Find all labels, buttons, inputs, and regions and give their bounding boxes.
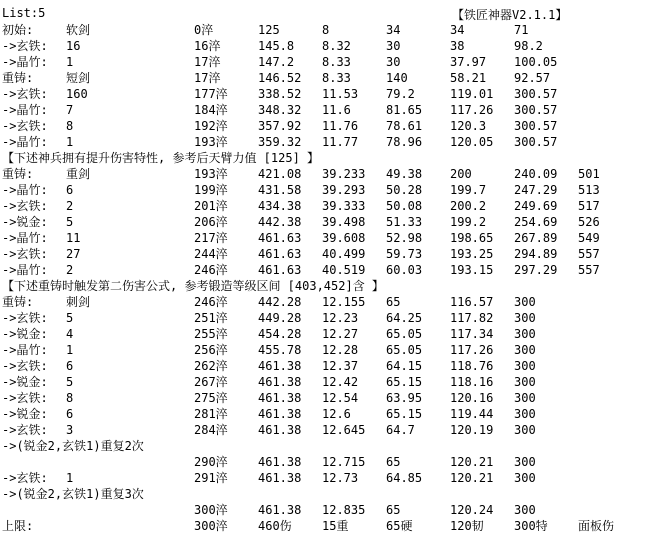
- row-cell: 11.53: [322, 87, 359, 101]
- row-cell: 338.52: [258, 87, 302, 101]
- row-cell: 247.29: [514, 183, 558, 197]
- row-cell: 65硬: [386, 519, 413, 533]
- row-cell: 146.52: [258, 71, 302, 85]
- row-cell: 1: [66, 471, 74, 485]
- row-cell: 8: [66, 391, 74, 405]
- row-cell: 240.09: [514, 167, 558, 181]
- row-cell: 461.38: [258, 423, 302, 437]
- row-cell: 1: [66, 55, 74, 69]
- row-cell: 30: [386, 55, 401, 69]
- row-cell: 65.05: [386, 343, 423, 357]
- row-cell: 300: [514, 295, 536, 309]
- row-cell: 184淬: [194, 103, 228, 117]
- row-cell: 442.38: [258, 215, 302, 229]
- row-cell: 300.57: [514, 87, 558, 101]
- row-cell: 193淬: [194, 135, 228, 149]
- row-cell: ->玄铁:: [2, 247, 48, 261]
- row-cell: 461.38: [258, 391, 302, 405]
- row-cell: ->锐金:: [2, 327, 48, 341]
- row-cell: 246淬: [194, 263, 228, 277]
- row-cell: 300: [514, 311, 536, 325]
- row-cell: 460伤: [258, 519, 292, 533]
- row-cell: 117.34: [450, 327, 494, 341]
- row-cell: 120.24: [450, 503, 494, 517]
- row-cell: 12.6: [322, 407, 351, 421]
- row-cell: 12.155: [322, 295, 366, 309]
- row-cell: 11: [66, 231, 81, 245]
- row-cell: 300: [514, 359, 536, 373]
- row-cell: ->晶竹:: [2, 135, 48, 149]
- row-cell: 300: [514, 503, 536, 517]
- row-cell: 206淬: [194, 215, 228, 229]
- row-cell: 549: [578, 231, 600, 245]
- row-cell: ->锐金:: [2, 375, 48, 389]
- row-cell: 40.499: [322, 247, 366, 261]
- row-cell: 64.85: [386, 471, 423, 485]
- row-cell: 160: [66, 87, 88, 101]
- row-cell: 455.78: [258, 343, 302, 357]
- row-cell: 50.28: [386, 183, 423, 197]
- row-cell: 199.7: [450, 183, 487, 197]
- row-cell: 面板伤: [578, 519, 615, 533]
- row-cell: 49.38: [386, 167, 423, 181]
- row-cell: 12.645: [322, 423, 366, 437]
- row-cell: ->锐金:: [2, 215, 48, 229]
- row-cell: 3: [66, 423, 74, 437]
- row-cell: 17淬: [194, 71, 221, 85]
- row-cell: 1: [66, 343, 74, 357]
- row-cell: 461.38: [258, 407, 302, 421]
- row-cell: 6: [66, 407, 74, 421]
- row-cell: 120.21: [450, 455, 494, 469]
- row-cell: 300: [514, 391, 536, 405]
- row-cell: 275淬: [194, 391, 228, 405]
- row-cell: 357.92: [258, 119, 302, 133]
- row-cell: 217淬: [194, 231, 228, 245]
- row-cell: 11.6: [322, 103, 351, 117]
- row-cell: 256淬: [194, 343, 228, 357]
- row-cell: 348.32: [258, 103, 302, 117]
- row-cell: 11.77: [322, 135, 359, 149]
- row-cell: 118.16: [450, 375, 494, 389]
- row-cell: 461.38: [258, 471, 302, 485]
- row-cell: 51.33: [386, 215, 423, 229]
- row-cell: ->晶竹:: [2, 343, 48, 357]
- row-cell: 34: [386, 23, 401, 37]
- row-cell: 120韧: [450, 519, 484, 533]
- row-cell: 117.82: [450, 311, 494, 325]
- row-cell: 116.57: [450, 295, 494, 309]
- row-cell: 39.608: [322, 231, 366, 245]
- row-cell: 重铸:: [2, 295, 34, 309]
- row-cell: 12.54: [322, 391, 359, 405]
- row-cell: 63.95: [386, 391, 423, 405]
- row-cell: 98.2: [514, 39, 543, 53]
- row-cell: 193.15: [450, 263, 494, 277]
- row-cell: 300: [514, 423, 536, 437]
- row-cell: 526: [578, 215, 600, 229]
- row-cell: 557: [578, 263, 600, 277]
- row-cell: 5: [66, 375, 74, 389]
- row-cell: 284淬: [194, 423, 228, 437]
- row-cell: 12.715: [322, 455, 366, 469]
- row-cell: 461.38: [258, 503, 302, 517]
- app-title: 【铁匠神器V2.1.1】: [452, 8, 568, 22]
- row-cell: 201淬: [194, 199, 228, 213]
- row-cell: 267.89: [514, 231, 558, 245]
- row-cell: 39.333: [322, 199, 366, 213]
- row-cell: 557: [578, 247, 600, 261]
- row-cell: ->玄铁:: [2, 311, 48, 325]
- row-cell: 7: [66, 103, 74, 117]
- row-cell: 145.8: [258, 39, 295, 53]
- row-cell: 300: [514, 327, 536, 341]
- row-cell: 199淬: [194, 183, 228, 197]
- row-cell: 2: [66, 199, 74, 213]
- row-cell: 449.28: [258, 311, 302, 325]
- row-cell: 64.25: [386, 311, 423, 325]
- row-cell: 短剑: [66, 71, 91, 85]
- row-cell: 65.15: [386, 375, 423, 389]
- row-cell: 81.65: [386, 103, 423, 117]
- row-cell: ->晶竹:: [2, 231, 48, 245]
- row-cell: 300.57: [514, 119, 558, 133]
- row-cell: 119.01: [450, 87, 494, 101]
- row-cell: ->晶竹:: [2, 263, 48, 277]
- row-cell: 431.58: [258, 183, 302, 197]
- row-cell: 12.23: [322, 311, 359, 325]
- row-cell: 【下述神兵拥有提升伤害特性, 参考后天臂力值 [125] 】: [2, 151, 320, 165]
- row-cell: ->晶竹:: [2, 183, 48, 197]
- row-cell: 15重: [322, 519, 349, 533]
- row-cell: 461.38: [258, 455, 302, 469]
- row-cell: 254.69: [514, 215, 558, 229]
- row-cell: 17淬: [194, 55, 221, 69]
- row-cell: 255淬: [194, 327, 228, 341]
- row-cell: 78.61: [386, 119, 423, 133]
- row-cell: 300.57: [514, 103, 558, 117]
- row-cell: 300淬: [194, 503, 228, 517]
- row-cell: 5: [66, 215, 74, 229]
- row-cell: 59.73: [386, 247, 423, 261]
- row-cell: 0淬: [194, 23, 214, 37]
- row-cell: 199.2: [450, 215, 487, 229]
- row-cell: 300.57: [514, 135, 558, 149]
- row-cell: 6: [66, 359, 74, 373]
- row-cell: 262淬: [194, 359, 228, 373]
- row-cell: 64.15: [386, 359, 423, 373]
- row-cell: 192淬: [194, 119, 228, 133]
- row-cell: ->晶竹:: [2, 103, 48, 117]
- row-cell: 281淬: [194, 407, 228, 421]
- row-cell: 300: [514, 375, 536, 389]
- row-cell: 300淬: [194, 519, 228, 533]
- row-cell: 461.38: [258, 375, 302, 389]
- row-cell: 120.19: [450, 423, 494, 437]
- row-cell: 27: [66, 247, 81, 261]
- row-cell: 461.38: [258, 359, 302, 373]
- row-cell: 291淬: [194, 471, 228, 485]
- row-cell: ->玄铁:: [2, 39, 48, 53]
- row-cell: ->玄铁:: [2, 119, 48, 133]
- row-cell: 5: [66, 311, 74, 325]
- row-cell: 8.32: [322, 39, 351, 53]
- row-cell: 16: [66, 39, 81, 53]
- row-cell: 117.26: [450, 343, 494, 357]
- row-cell: 11.76: [322, 119, 359, 133]
- row-cell: 65.05: [386, 327, 423, 341]
- row-cell: 517: [578, 199, 600, 213]
- row-cell: 12.835: [322, 503, 366, 517]
- row-cell: ->玄铁:: [2, 391, 48, 405]
- row-cell: 12.27: [322, 327, 359, 341]
- row-cell: 290淬: [194, 455, 228, 469]
- row-cell: 125: [258, 23, 280, 37]
- row-cell: 120.16: [450, 391, 494, 405]
- row-cell: 40.519: [322, 263, 366, 277]
- row-cell: 12.37: [322, 359, 359, 373]
- row-cell: 79.2: [386, 87, 415, 101]
- row-cell: 100.05: [514, 55, 558, 69]
- row-cell: 8.33: [322, 71, 351, 85]
- row-cell: ->玄铁:: [2, 199, 48, 213]
- row-cell: 118.76: [450, 359, 494, 373]
- row-cell: 37.97: [450, 55, 487, 69]
- row-cell: ->玄铁:: [2, 87, 48, 101]
- row-cell: ->(锐金2,玄铁1)重复3次: [2, 487, 144, 501]
- row-cell: 8.33: [322, 55, 351, 69]
- row-cell: 434.38: [258, 199, 302, 213]
- row-cell: 249.69: [514, 199, 558, 213]
- row-cell: 300: [514, 343, 536, 357]
- row-cell: 177淬: [194, 87, 228, 101]
- row-cell: 重铸:: [2, 167, 34, 181]
- row-cell: 刺剑: [66, 295, 91, 309]
- row-cell: 1: [66, 135, 74, 149]
- row-cell: 2: [66, 263, 74, 277]
- row-cell: 300: [514, 471, 536, 485]
- row-cell: 300: [514, 407, 536, 421]
- row-cell: 117.26: [450, 103, 494, 117]
- row-cell: 4: [66, 327, 74, 341]
- row-cell: 上限:: [2, 519, 34, 533]
- list-count: List:5: [2, 6, 46, 20]
- row-cell: 重铸:: [2, 71, 34, 85]
- row-cell: 12.42: [322, 375, 359, 389]
- row-cell: 软剑: [66, 23, 91, 37]
- row-cell: 16淬: [194, 39, 221, 53]
- row-cell: 38: [450, 39, 465, 53]
- row-cell: 140: [386, 71, 408, 85]
- row-cell: ->玄铁:: [2, 359, 48, 373]
- row-cell: 198.65: [450, 231, 494, 245]
- row-cell: 119.44: [450, 407, 494, 421]
- row-cell: 65: [386, 455, 401, 469]
- row-cell: ->玄铁:: [2, 471, 48, 485]
- row-cell: 200: [450, 167, 472, 181]
- row-cell: ->晶竹:: [2, 55, 48, 69]
- row-cell: 461.63: [258, 231, 302, 245]
- row-cell: 58.21: [450, 71, 487, 85]
- row-cell: 重剑: [66, 167, 91, 181]
- row-cell: 【下述重铸时触发第二伤害公式, 参考锻造等级区间 [403,452]含 】: [2, 279, 384, 293]
- row-cell: 65: [386, 503, 401, 517]
- row-cell: 200.2: [450, 199, 487, 213]
- row-cell: 297.29: [514, 263, 558, 277]
- row-cell: 8: [322, 23, 330, 37]
- row-cell: 65: [386, 295, 401, 309]
- row-cell: ->玄铁:: [2, 423, 48, 437]
- row-cell: 78.96: [386, 135, 423, 149]
- row-cell: 120.05: [450, 135, 494, 149]
- row-cell: 60.03: [386, 263, 423, 277]
- row-cell: 39.498: [322, 215, 366, 229]
- row-cell: 12.28: [322, 343, 359, 357]
- row-cell: 39.233: [322, 167, 366, 181]
- row-cell: 50.08: [386, 199, 423, 213]
- row-cell: 120.21: [450, 471, 494, 485]
- row-cell: 442.28: [258, 295, 302, 309]
- row-cell: 246淬: [194, 295, 228, 309]
- row-cell: 294.89: [514, 247, 558, 261]
- row-cell: ->(锐金2,玄铁1)重复2次: [2, 439, 144, 453]
- row-cell: 461.63: [258, 263, 302, 277]
- row-cell: 300: [514, 455, 536, 469]
- row-cell: 501: [578, 167, 600, 181]
- row-cell: 8: [66, 119, 74, 133]
- row-cell: 244淬: [194, 247, 228, 261]
- row-cell: 267淬: [194, 375, 228, 389]
- row-cell: 12.73: [322, 471, 359, 485]
- row-cell: 初始:: [2, 23, 34, 37]
- row-cell: 34: [450, 23, 465, 37]
- row-cell: 92.57: [514, 71, 551, 85]
- row-cell: 251淬: [194, 311, 228, 325]
- row-cell: 454.28: [258, 327, 302, 341]
- row-cell: 300特: [514, 519, 548, 533]
- row-cell: 6: [66, 183, 74, 197]
- row-cell: 65.15: [386, 407, 423, 421]
- row-cell: 513: [578, 183, 600, 197]
- row-cell: 64.7: [386, 423, 415, 437]
- row-cell: 30: [386, 39, 401, 53]
- row-cell: ->锐金:: [2, 407, 48, 421]
- row-cell: 461.63: [258, 247, 302, 261]
- row-cell: 193.25: [450, 247, 494, 261]
- row-cell: 52.98: [386, 231, 423, 245]
- row-cell: 421.08: [258, 167, 302, 181]
- row-cell: 147.2: [258, 55, 295, 69]
- row-cell: 359.32: [258, 135, 302, 149]
- row-cell: 120.3: [450, 119, 487, 133]
- row-cell: 71: [514, 23, 529, 37]
- row-cell: 39.293: [322, 183, 366, 197]
- row-cell: 193淬: [194, 167, 228, 181]
